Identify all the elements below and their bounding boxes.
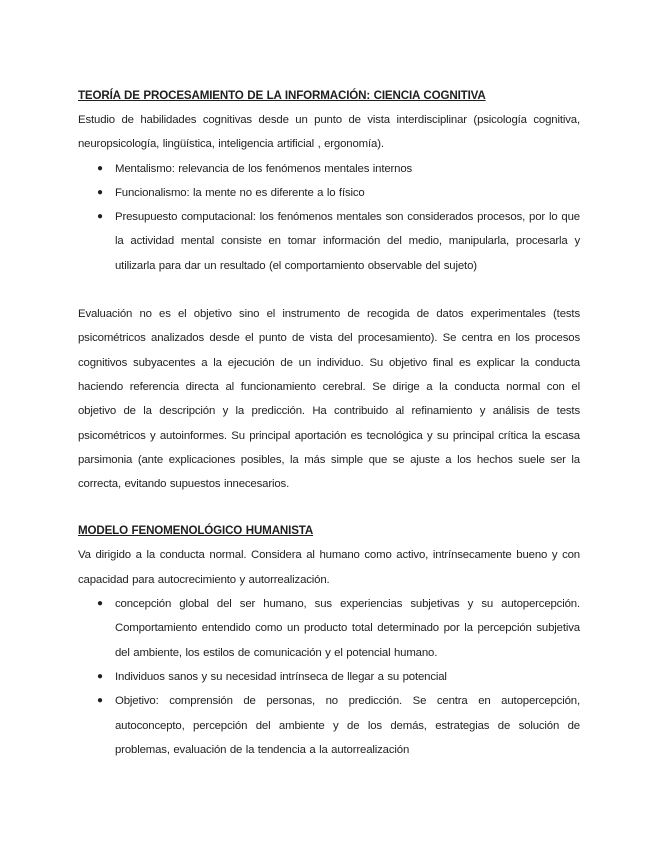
list-item-text: Objetivo: comprensión de personas, no predicción. Se centra en autopercepción, autoconcepto, percepción del ambiente y de los demás, estrategias de solución de problemas, evaluación de la tendencia a la autorrealización: [115, 695, 580, 756]
bullet-icon: ●: [97, 695, 103, 707]
list-item-text: Individuos sanos y su necesidad intrínseca de llegar a su potencial: [115, 670, 447, 683]
bullet-icon: ●: [97, 211, 103, 223]
bullet-icon: ●: [97, 670, 103, 682]
list-item-text: Mentalismo: relevancia de los fenómenos mentales internos: [115, 162, 413, 175]
list-item-text: Presupuesto computacional: los fenómenos mentales son considerados procesos, por lo que la actividad mental consiste en tomar información del medio, manipularla, procesarla y utilizarla para dar un resultado (el comportamiento observable del sujeto): [115, 211, 580, 272]
document-page: [78, 84, 580, 762]
list-item: [78, 689, 580, 762]
list-item-text: concepción global del ser humano, sus experiencias subjetivas y su autopercepción. Comportamiento entendido como un producto total determinado por la percepción subjetiva del ambiente, los estilos de comunicación y el potencial humano.: [115, 598, 580, 659]
section1-paragraph: Evaluación no es el objetivo sino el instrumento de recogida de datos experimentales (tests psicométricos analizados desde el punto de vista del procesamiento). Se centra en los procesos cognitivos subyacentes a la ejecución de un individuo. Su objetivo final es explicar la conducta haciendo referencia directa al funcionamiento cerebral. Se dirige a la conducta normal con el objetivo de la descripción y la predicción. Ha contribuido al refinamiento y análisis de tests psicométricos y autoinformes. Su principal aportación es tecnológica y su principal crítica la escasa parsimonia (ante explicaciones posibles, la más simple que se ajuste a los hechos suele ser la correcta, evitando supuestos innecesarios.: [78, 308, 580, 491]
list-item: [78, 665, 580, 689]
section1-intro: Estudio de habilidades cognitivas desde un punto de vista interdisciplinar (psicología cognitiva, neuropsicología, lingüística, inteligencia artificial , ergonomía).: [78, 114, 580, 151]
bullet-icon: ●: [97, 162, 103, 174]
section1-heading: TEORÍA DE PROCESAMIENTO DE LA INFORMACIÓN: CIENCIA COGNITIVA: [78, 89, 486, 102]
list-item: [78, 205, 580, 278]
bullet-icon: ●: [97, 598, 103, 610]
section2-intro: Va dirigido a la conducta normal. Considera al humano como activo, intrínsecamente bueno y con capacidad para autocrecimiento y autorrealización.: [78, 549, 580, 586]
section1-bullet-list: [78, 157, 580, 278]
section2-heading: MODELO FENOMENOLÓGICO HUMANISTA: [78, 524, 314, 538]
list-item: [78, 157, 580, 181]
bullet-icon: ●: [97, 186, 103, 198]
list-item-text: Funcionalismo: la mente no es diferente a lo físico: [115, 186, 365, 199]
list-item: [78, 181, 580, 205]
list-item: [78, 592, 580, 665]
section2-bullet-list: [78, 592, 580, 762]
